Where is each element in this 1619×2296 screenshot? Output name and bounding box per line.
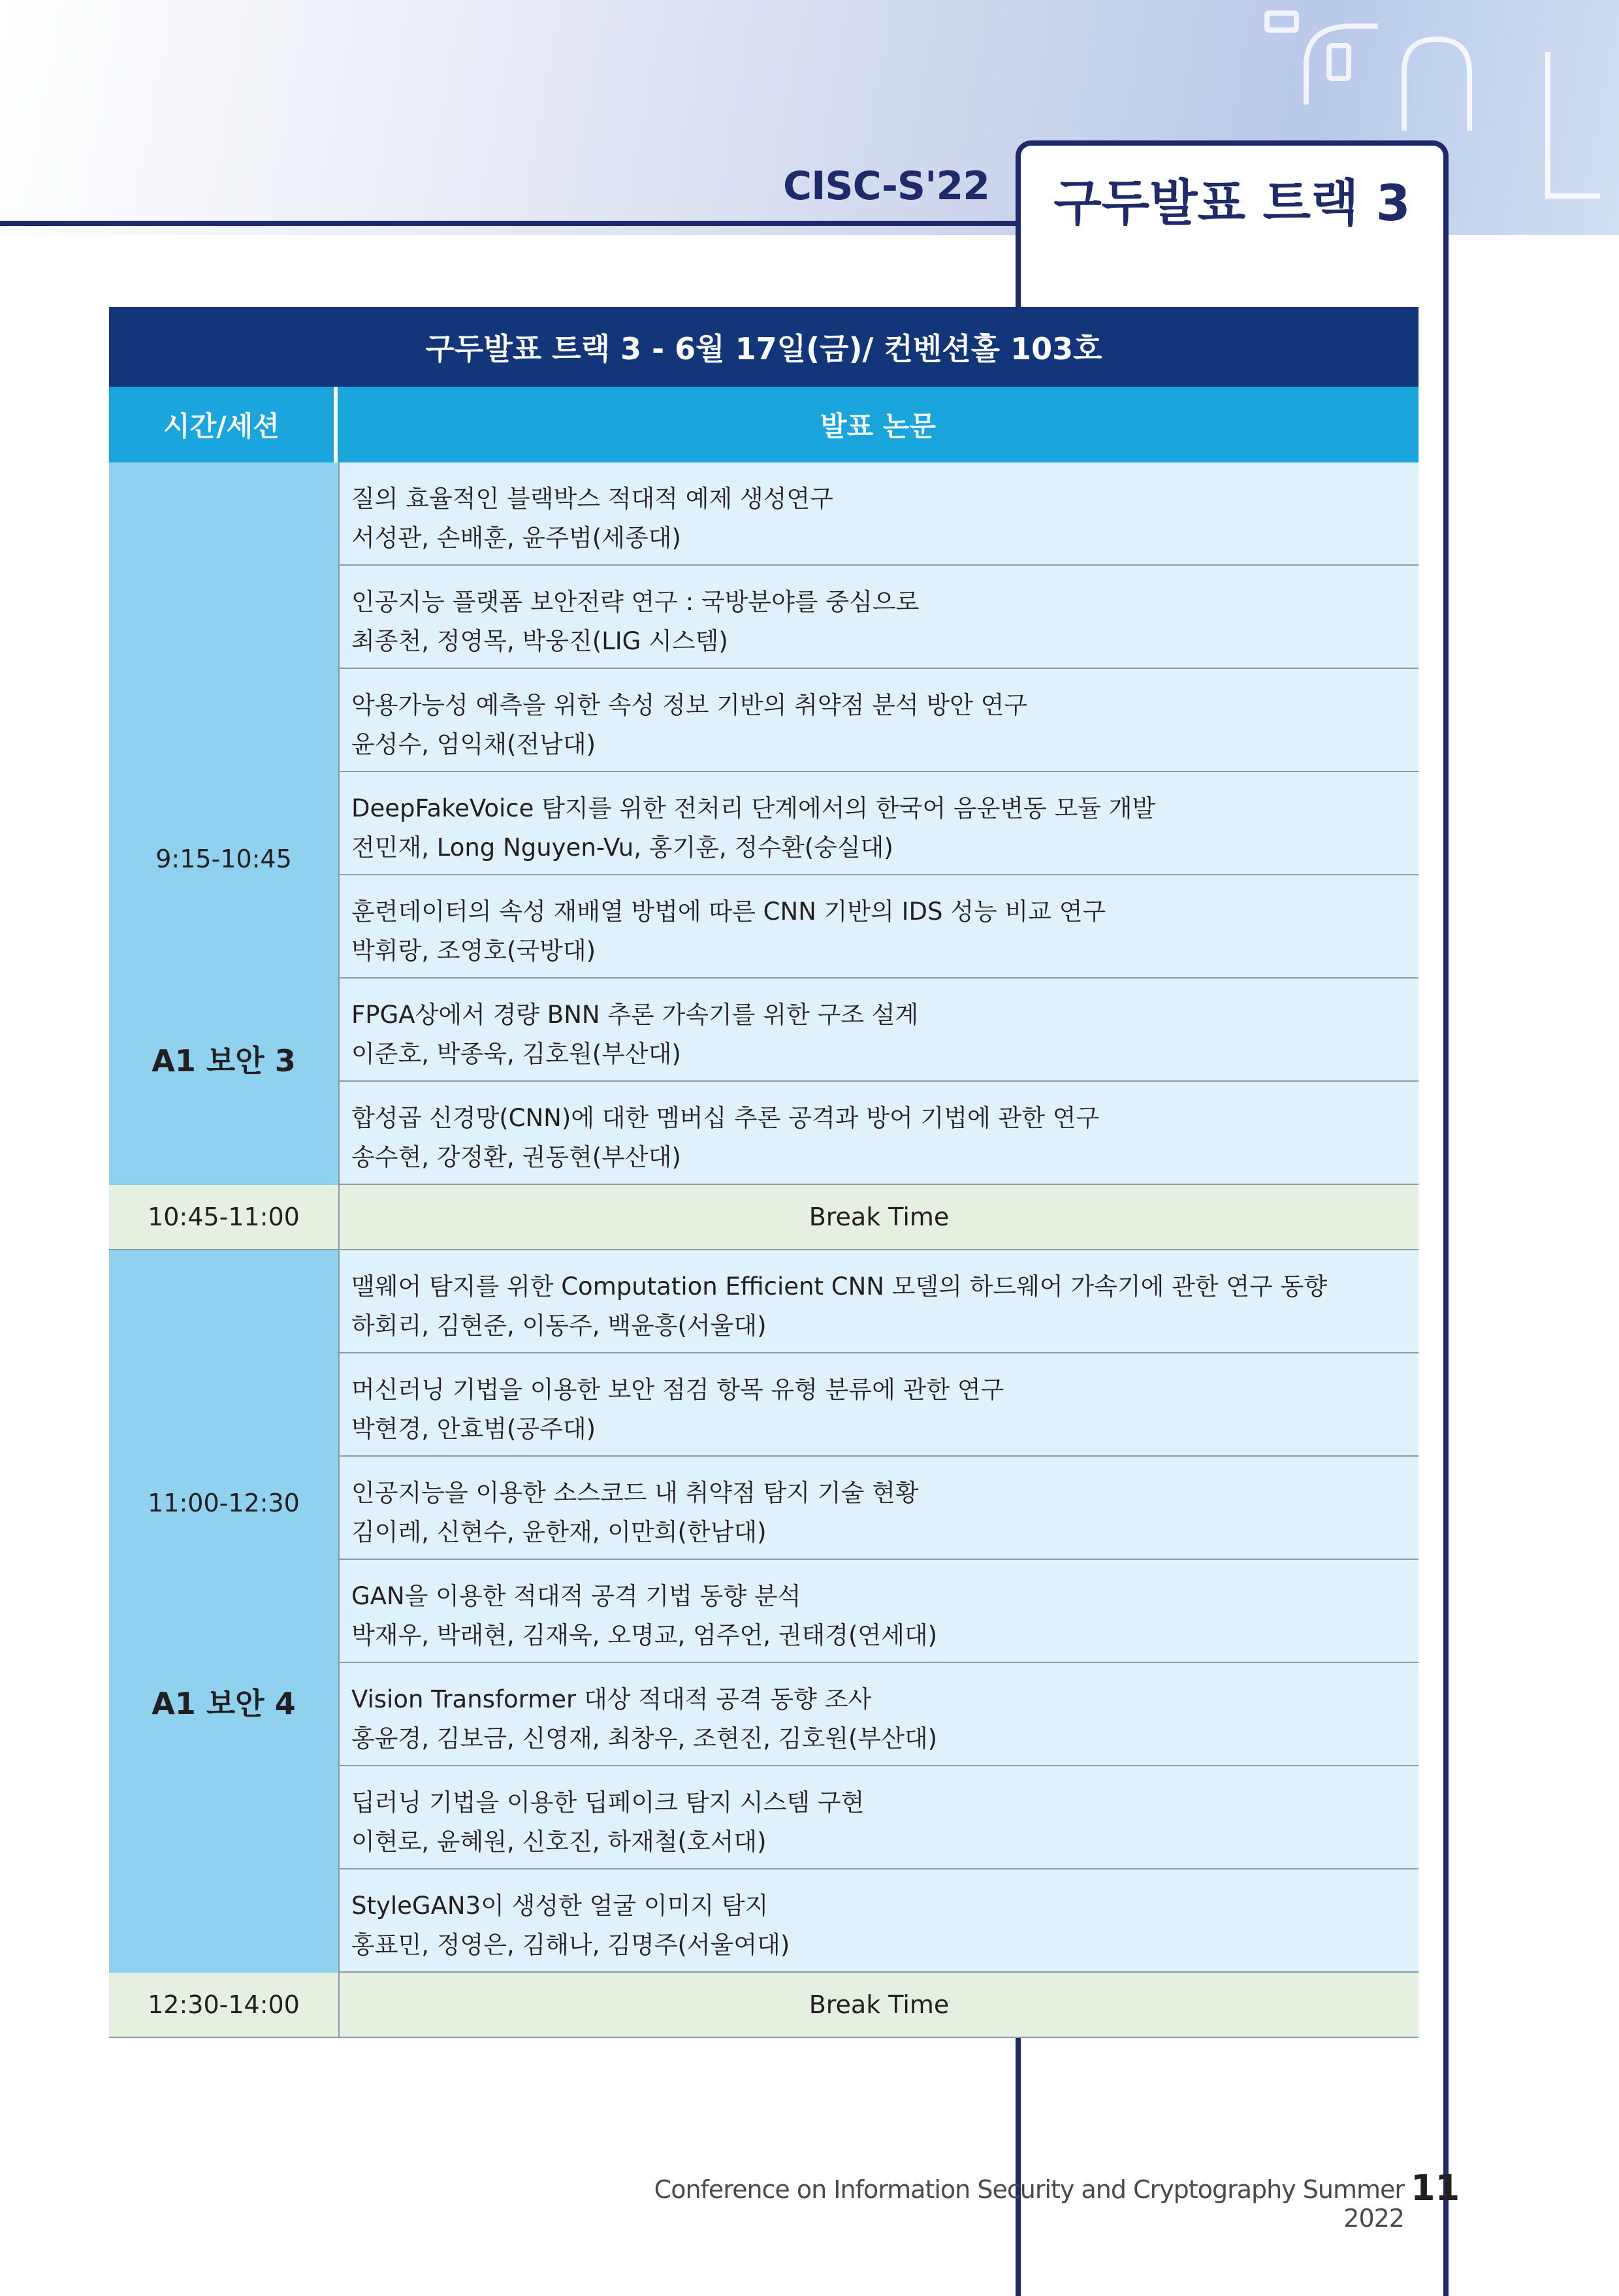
break-label: Break Time bbox=[340, 1973, 1419, 2037]
conference-short-title: CISC-S'22 bbox=[783, 163, 989, 209]
paper-row bbox=[340, 1663, 1419, 1766]
paper-title: 맬웨어 탐지를 위한 Computation Efficient CNN 모델의 하드웨어 가속기에 관한 연구 동향 bbox=[351, 1272, 1328, 1301]
paper-title: DeepFakeVoice 탐지를 위한 전처리 단계에서의 한국어 음운변동 모듈 개발 bbox=[351, 794, 1156, 822]
paper-title: Vision Transformer 대상 적대적 공격 동향 조사 bbox=[351, 1685, 872, 1713]
session-cell bbox=[109, 462, 340, 1185]
paper-authors: 서성관, 손배훈, 윤주범(세종대) bbox=[351, 524, 681, 552]
table-title: 구두발표 트랙 3 - 6월 17일(금)/ 컨벤션홀 103호 bbox=[109, 307, 1419, 387]
track-title: 구두발표 트랙 3 bbox=[1053, 174, 1411, 232]
session-name: A1 보안 3 bbox=[152, 1043, 296, 1078]
paper-row bbox=[340, 462, 1419, 566]
paper-title: 합성곱 신경망(CNN)에 대한 멤버십 추론 공격과 방어 기법에 관한 연구 bbox=[351, 1104, 1100, 1132]
paper-row bbox=[340, 1560, 1419, 1663]
footer-conference-name: Conference on Information Security and Cryptography Summer 2022 bbox=[654, 2175, 1404, 2233]
schedule-table bbox=[109, 307, 1419, 2038]
paper-authors: 하회리, 김현준, 이동주, 백윤흥(서울대) bbox=[351, 1312, 767, 1340]
paper-authors: 이준호, 박종욱, 김호원(부산대) bbox=[351, 1040, 681, 1068]
break-row bbox=[109, 1973, 1419, 2038]
paper-row bbox=[340, 875, 1419, 978]
paper-authors: 최종천, 정영목, 박웅진(LIG 시스템) bbox=[351, 627, 728, 655]
session-time: 11:00-12:30 bbox=[148, 1489, 300, 1517]
paper-row bbox=[340, 772, 1419, 875]
paper-row bbox=[340, 1457, 1419, 1560]
paper-authors: 전민재, Long Nguyen-Vu, 홍기훈, 정수환(숭실대) bbox=[351, 833, 893, 862]
paper-title: StyleGAN3이 생성한 얼굴 이미지 탐지 bbox=[351, 1892, 769, 1920]
header-time-session: 시간/세션 bbox=[109, 387, 338, 462]
session-name: A1 보안 4 bbox=[152, 1686, 296, 1721]
break-time: 12:30-14:00 bbox=[109, 1973, 340, 2037]
session-block bbox=[109, 462, 1419, 1185]
paper-title: 머신러닝 기법을 이용한 보안 점검 항목 유형 분류에 관한 연구 bbox=[351, 1376, 1004, 1404]
paper-list bbox=[340, 462, 1419, 1185]
paper-authors: 김이레, 신현수, 윤한재, 이만희(한남대) bbox=[351, 1518, 767, 1546]
paper-authors: 홍표민, 정영은, 김해나, 김명주(서울여대) bbox=[351, 1931, 790, 1959]
paper-authors: 홍윤경, 김보금, 신영재, 최창우, 조현진, 김호원(부산대) bbox=[351, 1724, 938, 1753]
break-time: 10:45-11:00 bbox=[109, 1185, 340, 1249]
paper-title: GAN을 이용한 적대적 공격 기법 동향 분석 bbox=[351, 1582, 801, 1610]
paper-title: 악용가능성 예측을 위한 속성 정보 기반의 취약점 분석 방안 연구 bbox=[351, 691, 1028, 719]
paper-title: 인공지능 플랫폼 보안전략 연구 : 국방분야를 중심으로 bbox=[351, 588, 920, 616]
paper-title: 질의 효율적인 블랙박스 적대적 예제 생성연구 bbox=[351, 485, 833, 513]
session-time: 9:15-10:45 bbox=[155, 845, 292, 873]
table-header bbox=[109, 387, 1419, 462]
paper-authors: 박휘랑, 조영호(국방대) bbox=[351, 937, 596, 965]
paper-row bbox=[340, 669, 1419, 772]
paper-authors: 박재우, 박래현, 김재욱, 오명교, 엄주언, 권태경(연세대) bbox=[351, 1621, 938, 1649]
paper-authors: 윤성수, 엄익채(전남대) bbox=[351, 730, 596, 758]
paper-authors: 송수현, 강정환, 권동현(부산대) bbox=[351, 1143, 681, 1171]
break-row bbox=[109, 1185, 1419, 1250]
paper-title: 인공지능을 이용한 소스코드 내 취약점 탐지 기술 현황 bbox=[351, 1479, 919, 1507]
page-number: 11 bbox=[1411, 2167, 1460, 2208]
paper-authors: 박현경, 안효범(공주대) bbox=[351, 1415, 596, 1443]
paper-row bbox=[340, 978, 1419, 1082]
paper-row bbox=[340, 1869, 1419, 1973]
session-block bbox=[109, 1250, 1419, 1973]
header-rule bbox=[0, 221, 1019, 226]
paper-row bbox=[340, 1250, 1419, 1353]
header-papers: 발표 논문 bbox=[820, 410, 936, 442]
paper-list bbox=[340, 1250, 1419, 1973]
paper-row bbox=[340, 1353, 1419, 1457]
paper-title: 훈련데이터의 속성 재배열 방법에 따른 CNN 기반의 IDS 성능 비교 연구 bbox=[351, 897, 1106, 926]
session-cell bbox=[109, 1250, 340, 1973]
break-label: Break Time bbox=[340, 1185, 1419, 1249]
paper-title: 딥러닝 기법을 이용한 딥페이크 탐지 시스템 구현 bbox=[351, 1788, 865, 1817]
paper-row bbox=[340, 1766, 1419, 1869]
paper-title: FPGA상에서 경량 BNN 추론 가속기를 위한 구조 설계 bbox=[351, 1001, 919, 1029]
paper-authors: 이현로, 윤혜원, 신호진, 하재철(호서대) bbox=[351, 1828, 767, 1856]
paper-row bbox=[340, 1082, 1419, 1185]
paper-row bbox=[340, 566, 1419, 669]
